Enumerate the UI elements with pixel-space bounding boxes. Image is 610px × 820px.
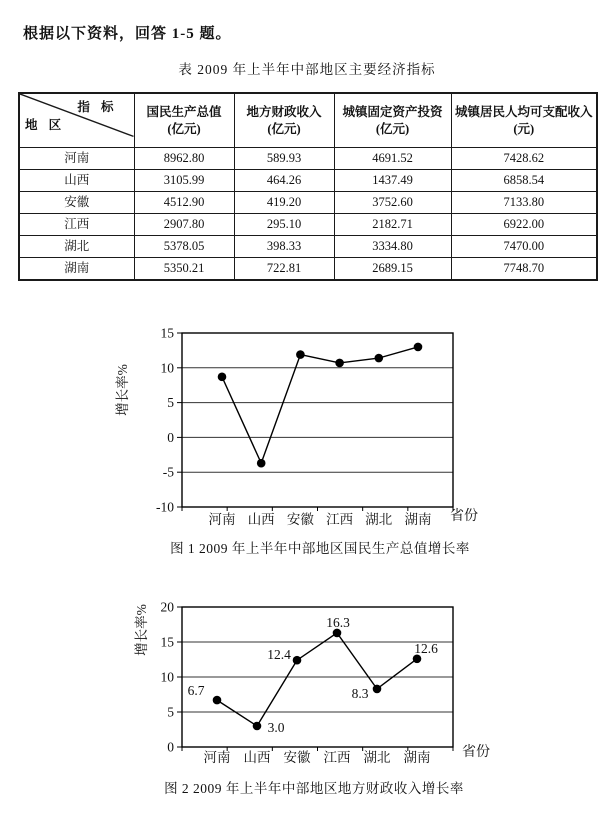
column-header-name: 国民生产总值 xyxy=(146,105,222,120)
data-point-安徽 xyxy=(293,656,302,665)
column-header-fiscal-revenue xyxy=(234,93,334,148)
figure1-gdp-growth-line-chart xyxy=(100,320,500,532)
value-cell: 7428.62 xyxy=(451,148,597,170)
x-category-label: 江西 xyxy=(323,750,351,765)
instruction-text: 根据以下资料，回答 1-5 题。 xyxy=(23,26,232,42)
column-header-name: 地方财政收入 xyxy=(246,105,322,120)
y-axis-title: 增长率% xyxy=(134,604,149,656)
table-row-henan xyxy=(19,148,597,170)
column-header-disposable-income xyxy=(451,93,597,148)
x-category-label: 安徽 xyxy=(283,750,311,765)
column-header-unit: (亿元) xyxy=(375,121,410,136)
value-cell: 7470.00 xyxy=(451,236,597,258)
value-cell: 7133.80 xyxy=(451,192,597,214)
table-row-hunan xyxy=(19,258,597,281)
data-point-河南 xyxy=(218,373,227,382)
value-cell: 6922.00 xyxy=(451,214,597,236)
column-header-unit: (亿元) xyxy=(167,121,201,136)
x-category-label: 江西 xyxy=(326,512,354,527)
x-category-label: 湖南 xyxy=(403,750,431,765)
y-tick-label: -10 xyxy=(156,499,174,515)
data-point-安徽 xyxy=(296,350,305,359)
value-cell: 2907.80 xyxy=(134,214,234,236)
value-cell: 419.20 xyxy=(234,192,334,214)
column-header-gdp xyxy=(134,93,234,148)
value-cell: 3752.60 xyxy=(334,192,451,214)
data-label: 8.3 xyxy=(351,685,369,701)
table-header-row xyxy=(19,93,597,148)
data-label: 3.0 xyxy=(267,720,285,735)
region-cell: 江西 xyxy=(19,214,134,236)
value-cell: 4512.90 xyxy=(134,192,234,214)
data-point-河南 xyxy=(213,696,222,705)
value-cell: 2689.15 xyxy=(334,258,451,281)
plot-border xyxy=(182,333,453,507)
y-tick-label: 10 xyxy=(160,360,174,376)
value-cell: 464.26 xyxy=(234,170,334,192)
data-point-湖北 xyxy=(375,354,384,363)
x-category-label: 山西 xyxy=(243,750,271,765)
value-cell: 4691.52 xyxy=(334,148,451,170)
y-tick-label: 15 xyxy=(160,325,174,341)
x-category-label: 山西 xyxy=(247,512,275,527)
x-axis-title: 省份 xyxy=(450,509,478,524)
value-cell: 6858.54 xyxy=(451,170,597,192)
data-point-湖南 xyxy=(414,343,423,352)
value-cell: 2182.71 xyxy=(334,214,451,236)
y-tick-label: 5 xyxy=(167,395,174,411)
table-row-anhui xyxy=(19,192,597,214)
economic-indicators-table xyxy=(18,92,598,281)
region-cell: 安徽 xyxy=(19,192,134,214)
x-axis-title: 省份 xyxy=(462,745,490,760)
value-cell: 722.81 xyxy=(234,258,334,281)
region-cell: 湖南 xyxy=(19,258,134,281)
value-cell: 1437.49 xyxy=(334,170,451,192)
figure2-fiscal-revenue-growth-line-chart xyxy=(100,595,500,773)
y-tick-label: 20 xyxy=(160,599,174,615)
data-point-湖北 xyxy=(373,685,382,694)
table-title: 表 2009 年上半年中部地区主要经济指标 xyxy=(178,62,436,77)
figure1-caption: 图 1 2009 年上半年中部地区国民生产总值增长率 xyxy=(170,541,470,556)
y-tick-label: 15 xyxy=(160,634,174,650)
figure2-caption: 图 2 2009 年上半年中部地区地方财政收入增长率 xyxy=(164,781,464,796)
x-category-label: 河南 xyxy=(208,512,236,527)
data-point-山西 xyxy=(257,459,266,468)
value-cell: 7748.70 xyxy=(451,258,597,281)
y-tick-label: 10 xyxy=(160,669,174,685)
x-category-label: 湖南 xyxy=(404,512,432,527)
column-header-fixed-investment xyxy=(334,93,451,148)
data-label: 12.6 xyxy=(414,640,438,656)
x-category-label: 河南 xyxy=(203,750,231,765)
region-cell: 湖北 xyxy=(19,236,134,258)
value-cell: 589.93 xyxy=(234,148,334,170)
y-tick-label: 0 xyxy=(167,739,174,755)
data-point-江西 xyxy=(335,359,344,368)
y-tick-label: -5 xyxy=(162,464,174,480)
x-category-label: 湖北 xyxy=(365,512,393,527)
corner-label-indicator: 指 标 xyxy=(77,100,118,114)
table-row-shanxi xyxy=(19,170,597,192)
x-category-label: 安徽 xyxy=(286,512,314,527)
y-tick-label: 5 xyxy=(167,704,174,720)
data-label: 16.3 xyxy=(326,614,350,630)
value-cell: 295.10 xyxy=(234,214,334,236)
column-header-name: 城镇固定资产投资 xyxy=(342,105,443,120)
value-cell: 5350.21 xyxy=(134,258,234,281)
value-cell: 5378.05 xyxy=(134,236,234,258)
series-line xyxy=(222,347,418,463)
value-cell: 8962.80 xyxy=(134,148,234,170)
y-tick-label: 0 xyxy=(167,429,174,445)
data-point-山西 xyxy=(253,722,262,731)
table-row-hubei xyxy=(19,236,597,258)
column-header-unit: (元) xyxy=(513,121,535,136)
x-category-label: 湖北 xyxy=(363,750,391,765)
region-cell: 河南 xyxy=(19,148,134,170)
value-cell: 3105.99 xyxy=(134,170,234,192)
value-cell: 3334.80 xyxy=(334,236,451,258)
y-axis-title: 增长率% xyxy=(115,364,130,416)
column-header-name: 城镇居民人均可支配收入 xyxy=(454,105,593,120)
column-header-unit: (亿元) xyxy=(267,121,301,136)
table-row-jiangxi xyxy=(19,214,597,236)
region-cell: 山西 xyxy=(19,170,134,192)
data-label: 6.7 xyxy=(187,683,205,699)
data-label: 12.4 xyxy=(267,647,291,663)
corner-header-cell xyxy=(19,93,134,148)
corner-label-region: 地 区 xyxy=(25,117,66,132)
value-cell: 398.33 xyxy=(234,236,334,258)
